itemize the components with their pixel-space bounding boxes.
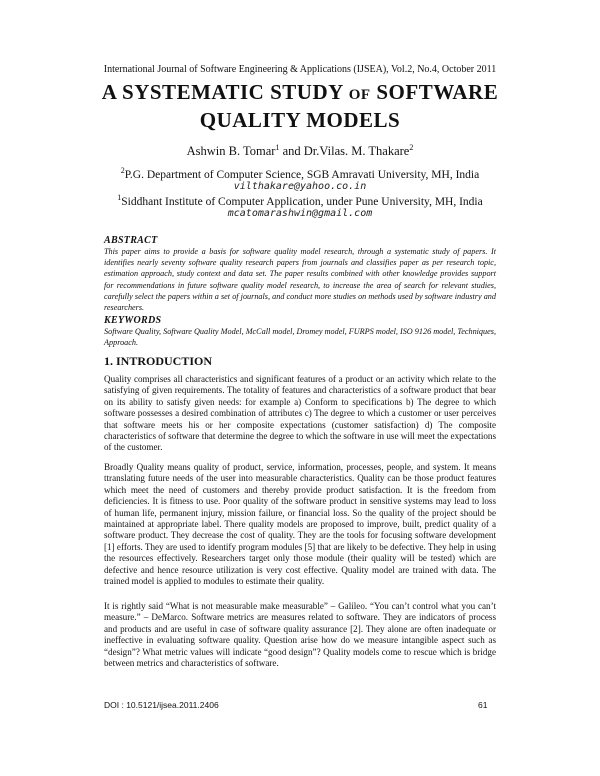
title-line-2: QUALITY MODELS: [199, 108, 401, 132]
abstract-text: This paper aims to provide a basis for software quality model research, through a systematic study of papers. It identifies nearly seventy software quality research papers from journals and classifies paper as per research topic, estimation approach, study context and data set. The paper results combined with other knowledge provides support for recommendations in future software quality model research, to increase the area of search for relevant studies, carefully select the papers within a set of journals, and conduct more studies on methods used by software industry and researchers.: [104, 247, 496, 313]
affiliation-2: $^1$Siddhant Institute of Computer Application, under Pune University, MH, India: [117, 193, 483, 208]
paper-title: [0, 80, 600, 133]
abstract-heading: ABSTRACT: [104, 235, 158, 246]
author-line: Ashwin B. Tomar$^1$ and Dr.Vilas. M. Thakare$^2$: [186, 143, 414, 159]
journal-header: International Journal of Software Engineering & Applications (IJSEA), Vol.2, No.4, October 2011: [103, 64, 497, 75]
email-2: mcatomarashwin@gmail.com: [227, 208, 373, 219]
footer-page-number: 61: [478, 700, 488, 710]
keywords-heading: KEYWORDS: [104, 315, 162, 326]
intro-paragraph-3: It is rightly said “What is not measurable make measurable” – Galileo. “You can’t control what you can’t measure.” – DeMarco. Software metrics are measures related to software. They are indicators of process and products and are useful in case of software quality assurance [2]. They alone are often inadequate or ineffective in evaluating software quality. Question arise how do we measure intangible aspect such as “design”? What metric values will indicate “good design”? Quality models come to rescue which is bridge between metrics and characteristics of software.: [104, 601, 496, 669]
title-line-1: A SYSTEMATIC STUDY OF SOFTWARE: [101, 80, 499, 104]
author-2: Dr.Vilas. M. Thakare: [303, 144, 410, 159]
introduction-heading: 1. INTRODUCTION: [104, 354, 213, 368]
intro-paragraph-2: Broadly Quality means quality of product, service, information, processes, people, and system. It means ttranslating future needs of the user into measurable characteristics. Quality can be those product features which meet the need of customers and thereby provide product satisfaction. It is the freedom from deficiencies. It is fitness to use. Poor quality of the software product in sensitive systems may lead to loss of human life, permanent injury, mission failure, or financial loss. So the quality of the project should be maintained at appropriate label. There quality models are proposed to improve, built, predict quality of a software product. They decrease the cost of quality. They are the tools for focusing software development [1] efforts. They are used to identify program modules [5] that are likely to be defective. They help in using the resources effectively. Researchers target only those module (their quality will be tested) which are defective and hence resource utilization is very cost effective. Quality model are trained with data. The trained model is applied to modules to estimate their quality.: [104, 462, 496, 587]
footer-doi: DOI : 10.5121/ijsea.2011.2406: [104, 700, 219, 710]
keywords-text: Software Quality, Software Quality Model, McCall model, Dromey model, FURPS model, ISO 9126 model, Techniques, Approach.: [104, 327, 496, 348]
intro-paragraph-1: Quality comprises all characteristics and significant features of a product or an activity which relate to the satisfying of given requirements. The totality of features and characteristics of a software product that bear on its ability to satisfy given needs: for example a) Conform to specifications b) The degree to which software possesses a desired combination of attributes c) The degree to which a customer or user perceives that software meets his or her composite expectations (customer satisfaction) d) The composite characteristics of software that determine the degree to which the software in use will meet the expectations of the customer.: [104, 374, 496, 453]
author-1: Ashwin B. Tomar: [186, 144, 276, 159]
affiliation-1: $^2$P.G. Department of Computer Science, SGB Amravati University, MH, India: [120, 166, 480, 181]
email-1: vilthakare@yahoo.co.in: [233, 181, 367, 192]
